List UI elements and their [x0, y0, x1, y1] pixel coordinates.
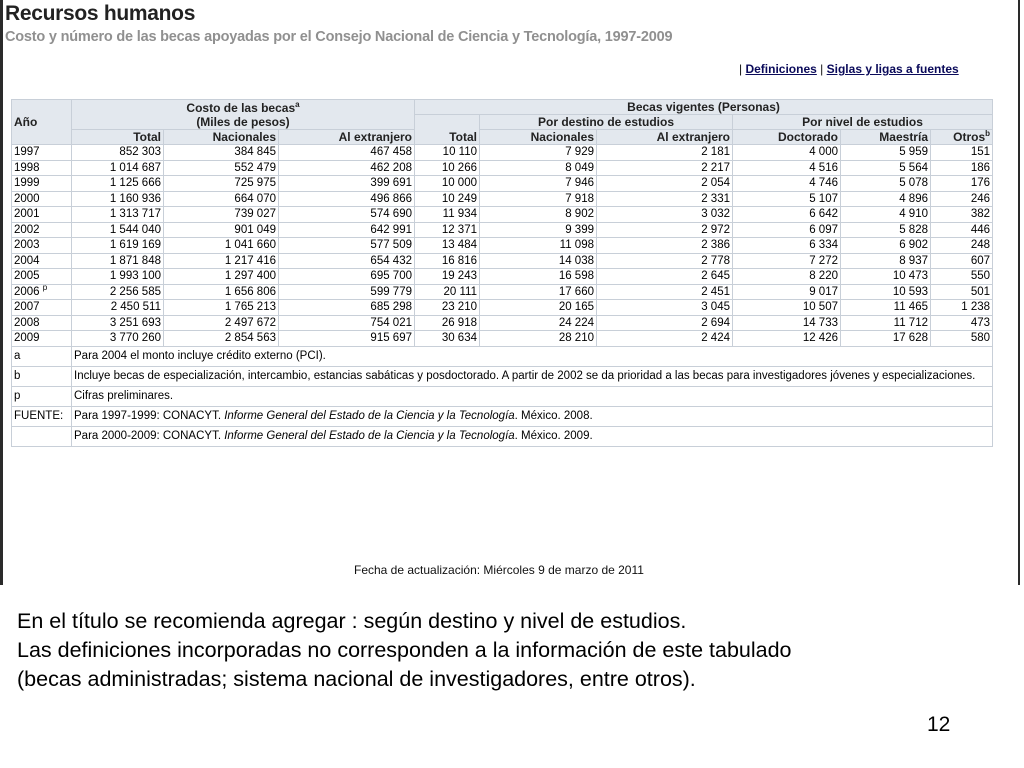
cell-doc: 4 516 — [733, 160, 841, 176]
slide-commentary — [17, 607, 1007, 694]
cell-mae: 4 896 — [841, 191, 931, 207]
cell-c-ext: 654 432 — [279, 253, 415, 269]
cell-otros: 151 — [931, 145, 993, 161]
cell-b-total: 10 000 — [415, 176, 480, 192]
right-border — [1018, 0, 1020, 585]
cell-d-nac: 28 210 — [480, 331, 597, 347]
cell-otros: 176 — [931, 176, 993, 192]
fuente2-italic: Informe General del Estado de la Ciencia y la Tecnología — [224, 429, 515, 442]
table-row — [12, 191, 993, 207]
table-row — [12, 222, 993, 238]
table-notes — [12, 346, 993, 446]
fuente1-italic: Informe General del Estado de la Ciencia y la Tecnología — [224, 409, 515, 422]
header-becas-total: Total — [415, 115, 480, 145]
cell-c-nac: 725 975 — [164, 176, 279, 192]
cell-otros: 186 — [931, 160, 993, 176]
cell-c-total: 1 619 169 — [72, 238, 164, 254]
cell-doc: 4 746 — [733, 176, 841, 192]
cell-c-nac: 664 070 — [164, 191, 279, 207]
table-row — [12, 207, 993, 223]
section-title: Recursos humanos — [5, 2, 196, 25]
table-row — [12, 269, 993, 285]
cell-mae: 10 473 — [841, 269, 931, 285]
header-por-destino: Por destino de estudios — [480, 115, 733, 130]
comment-line-1: En el título se recomienda agregar : según destino y nivel de estudios. — [17, 609, 687, 633]
page-number: 12 — [927, 713, 951, 736]
cell-c-total: 852 303 — [72, 145, 164, 161]
table-row — [12, 145, 993, 161]
cell-d-ext: 2 054 — [597, 176, 733, 192]
fuente-row-1 — [12, 406, 993, 426]
cell-c-total: 1 160 936 — [72, 191, 164, 207]
fuente-key: FUENTE: — [12, 406, 72, 426]
cell-c-nac: 384 845 — [164, 145, 279, 161]
cell-doc: 6 642 — [733, 207, 841, 223]
year-label: 1997 — [14, 146, 40, 158]
note-row-b — [12, 366, 993, 386]
update-date: Fecha de actualización: Miércoles 9 de marzo de 2011 — [354, 563, 644, 577]
cell-doc: 10 507 — [733, 300, 841, 316]
header-costo-extranjero: Al extranjero — [279, 130, 415, 145]
cell-c-nac: 552 479 — [164, 160, 279, 176]
cell-d-ext: 2 386 — [597, 238, 733, 254]
cell-b-total: 11 934 — [415, 207, 480, 223]
cell-c-nac: 2 854 563 — [164, 331, 279, 347]
left-border — [0, 0, 3, 585]
cell-c-nac: 1 656 806 — [164, 284, 279, 300]
cell-year — [12, 284, 72, 300]
header-maestria: Maestría — [841, 130, 931, 145]
year-label: 2002 — [14, 223, 40, 236]
links-separator: | — [820, 62, 824, 76]
cell-c-ext: 642 991 — [279, 222, 415, 238]
cell-year — [12, 315, 72, 331]
cell-otros: 580 — [931, 331, 993, 347]
year-sup: p — [42, 284, 48, 292]
cell-c-nac: 1 297 400 — [164, 269, 279, 285]
cell-c-ext: 496 866 — [279, 191, 415, 207]
cell-c-total: 2 450 511 — [72, 300, 164, 316]
cell-c-total: 1 871 848 — [72, 253, 164, 269]
year-label: 2006 — [14, 285, 40, 298]
year-label: 2005 — [14, 270, 40, 282]
table-row — [12, 284, 993, 300]
cell-c-ext: 467 458 — [279, 145, 415, 161]
cell-doc: 5 107 — [733, 191, 841, 207]
cell-d-nac: 14 038 — [480, 253, 597, 269]
cell-d-nac: 17 660 — [480, 284, 597, 300]
cell-mae: 5 959 — [841, 145, 931, 161]
cell-c-total: 1 014 687 — [72, 160, 164, 176]
fuente2-pre: Para 2000-2009: CONACYT. — [74, 429, 225, 442]
cell-b-total: 16 816 — [415, 253, 480, 269]
note-key-a: a — [12, 346, 72, 366]
cell-d-nac: 7 918 — [480, 191, 597, 207]
header-por-nivel: Por nivel de estudios — [733, 115, 993, 130]
cell-c-ext: 915 697 — [279, 331, 415, 347]
cell-otros: 1 238 — [931, 300, 993, 316]
cell-year — [12, 176, 72, 192]
header-destino-nacionales: Nacionales — [480, 130, 597, 145]
cell-d-nac: 20 165 — [480, 300, 597, 316]
cell-mae: 6 902 — [841, 238, 931, 254]
cell-year — [12, 207, 72, 223]
fuente-key-empty — [12, 426, 72, 446]
cell-d-ext: 2 424 — [597, 331, 733, 347]
cell-c-nac: 1 041 660 — [164, 238, 279, 254]
links-bar — [739, 62, 959, 76]
cell-b-total: 10 110 — [415, 145, 480, 161]
section-subtitle: Costo y número de las becas apoyadas por el Consejo Nacional de Ciencia y Tecnología, 1997-2009 — [5, 29, 673, 45]
cell-c-ext: 462 208 — [279, 160, 415, 176]
cell-b-total: 23 210 — [415, 300, 480, 316]
year-label: 2003 — [14, 239, 40, 251]
table-row — [12, 176, 993, 192]
cell-b-total: 19 243 — [415, 269, 480, 285]
note-text-a: Para 2004 el monto incluye crédito externo (PCI). — [72, 346, 993, 366]
cell-mae: 5 564 — [841, 160, 931, 176]
cell-b-total: 30 634 — [415, 331, 480, 347]
cell-c-ext: 685 298 — [279, 300, 415, 316]
cell-doc: 14 733 — [733, 315, 841, 331]
cell-d-ext: 2 217 — [597, 160, 733, 176]
cell-otros: 248 — [931, 238, 993, 254]
cell-b-total: 13 484 — [415, 238, 480, 254]
cell-d-nac: 16 598 — [480, 269, 597, 285]
cell-mae: 10 593 — [841, 284, 931, 300]
cell-doc: 12 426 — [733, 331, 841, 347]
cell-mae: 8 937 — [841, 253, 931, 269]
cell-otros: 473 — [931, 315, 993, 331]
year-label: 1999 — [14, 177, 40, 189]
cell-year — [12, 191, 72, 207]
header-otros-sup: b — [985, 129, 991, 138]
cell-c-nac: 901 049 — [164, 222, 279, 238]
cell-doc: 6 097 — [733, 222, 841, 238]
cell-c-total: 3 251 693 — [72, 315, 164, 331]
note-text-p: Cifras preliminares. — [72, 386, 993, 406]
note-key-b: b — [12, 366, 72, 386]
cell-otros: 501 — [931, 284, 993, 300]
note-row-p — [12, 386, 993, 406]
comment-line-3: (becas administradas; sistema nacional de investigadores, entre otros). — [17, 667, 696, 691]
cell-c-total: 1 313 717 — [72, 207, 164, 223]
cell-c-total: 3 770 260 — [72, 331, 164, 347]
cell-mae: 11 712 — [841, 315, 931, 331]
fuente-text-1 — [72, 406, 993, 426]
links-separator: | — [739, 62, 743, 76]
note-key-p: p — [12, 386, 72, 406]
cell-year — [12, 222, 72, 238]
cell-d-nac: 9 399 — [480, 222, 597, 238]
note-text-b: Incluye becas de especialización, intercambio, estancias sabáticas y posdoctorado. A partir de 2002 se da prioridad a las becas para investigadores jóvenes y especializaciones. — [72, 366, 993, 386]
header-destino-extranjero: Al extranjero — [597, 130, 733, 145]
cell-c-total: 1 544 040 — [72, 222, 164, 238]
becas-table — [11, 99, 993, 447]
cell-year — [12, 300, 72, 316]
header-becas-vigentes: Becas vigentes (Personas) — [415, 100, 993, 115]
table-row — [12, 160, 993, 176]
year-label: 2009 — [14, 332, 40, 344]
table-row — [12, 331, 993, 347]
table-row — [12, 300, 993, 316]
year-label: 2004 — [14, 254, 40, 267]
header-costo-line1: Costo de las becas — [186, 100, 296, 115]
cell-doc: 4 000 — [733, 145, 841, 161]
cell-mae: 17 628 — [841, 331, 931, 347]
cell-b-total: 20 111 — [415, 284, 480, 300]
table-row — [12, 315, 993, 331]
fuente2-post: . México. 2009. — [514, 429, 593, 442]
cell-b-total: 10 249 — [415, 191, 480, 207]
header-costo — [72, 100, 415, 130]
cell-d-ext: 2 645 — [597, 269, 733, 285]
cell-c-ext: 754 021 — [279, 315, 415, 331]
cell-c-ext: 599 779 — [279, 284, 415, 300]
cell-b-total: 10 266 — [415, 160, 480, 176]
cell-c-nac: 1 765 213 — [164, 300, 279, 316]
year-label: 2007 — [14, 301, 40, 313]
header-costo-nacionales: Nacionales — [164, 130, 279, 145]
note-row-a — [12, 346, 993, 366]
cell-mae: 5 078 — [841, 176, 931, 192]
cell-year — [12, 238, 72, 254]
cell-c-nac: 2 497 672 — [164, 315, 279, 331]
fuente-text-2 — [72, 426, 993, 446]
cell-mae: 11 465 — [841, 300, 931, 316]
cell-c-total: 1 125 666 — [72, 176, 164, 192]
cell-d-nac: 7 929 — [480, 145, 597, 161]
header-costo-total: Total — [72, 130, 164, 145]
cell-d-ext: 2 972 — [597, 222, 733, 238]
cell-d-nac: 24 224 — [480, 315, 597, 331]
cell-b-total: 12 371 — [415, 222, 480, 238]
cell-d-ext: 2 778 — [597, 253, 733, 269]
cell-d-ext: 2 694 — [597, 315, 733, 331]
cell-d-nac: 8 049 — [480, 160, 597, 176]
header-otros — [931, 130, 993, 145]
year-label: 2000 — [14, 192, 40, 205]
cell-c-ext: 574 690 — [279, 207, 415, 223]
cell-year — [12, 269, 72, 285]
header-otros-label: Otros — [953, 130, 986, 144]
header-costo-line2: (Miles de pesos) — [196, 114, 290, 129]
header-anio: Año — [12, 100, 72, 145]
table-row — [12, 238, 993, 254]
cell-otros: 607 — [931, 253, 993, 269]
fuente1-pre: Para 1997-1999: CONACYT. — [74, 409, 225, 422]
cell-year — [12, 253, 72, 269]
cell-c-total: 1 993 100 — [72, 269, 164, 285]
fuente1-post: . México. 2008. — [514, 409, 593, 422]
cell-doc: 9 017 — [733, 284, 841, 300]
cell-b-total: 26 918 — [415, 315, 480, 331]
comment-line-2: Las definiciones incorporadas no corresponden a la información de este tabulado — [17, 638, 792, 662]
year-label: 2001 — [14, 208, 40, 220]
cell-d-ext: 2 451 — [597, 284, 733, 300]
cell-otros: 246 — [931, 191, 993, 207]
fuente-row-2 — [12, 426, 993, 446]
cell-otros: 550 — [931, 269, 993, 285]
cell-d-ext: 3 045 — [597, 300, 733, 316]
cell-year — [12, 331, 72, 347]
cell-c-nac: 739 027 — [164, 207, 279, 223]
cell-doc: 8 220 — [733, 269, 841, 285]
cell-mae: 4 910 — [841, 207, 931, 223]
cell-d-ext: 2 331 — [597, 191, 733, 207]
cell-d-nac: 11 098 — [480, 238, 597, 254]
year-label: 1998 — [14, 161, 40, 174]
cell-mae: 5 828 — [841, 222, 931, 238]
cell-d-ext: 2 181 — [597, 145, 733, 161]
header-doctorado: Doctorado — [733, 130, 841, 145]
definiciones-link[interactable]: Definiciones — [745, 62, 817, 76]
header-costo-sup: a — [295, 99, 300, 109]
siglas-link[interactable]: Siglas y ligas a fuentes — [826, 62, 959, 76]
cell-otros: 446 — [931, 222, 993, 238]
cell-c-ext: 695 700 — [279, 269, 415, 285]
cell-d-nac: 8 902 — [480, 207, 597, 223]
cell-c-nac: 1 217 416 — [164, 253, 279, 269]
cell-year — [12, 145, 72, 161]
cell-c-ext: 399 691 — [279, 176, 415, 192]
table-row — [12, 253, 993, 269]
cell-c-total: 2 256 585 — [72, 284, 164, 300]
cell-doc: 6 334 — [733, 238, 841, 254]
cell-otros: 382 — [931, 207, 993, 223]
cell-d-ext: 3 032 — [597, 207, 733, 223]
table-body — [12, 145, 993, 347]
cell-c-ext: 577 509 — [279, 238, 415, 254]
cell-doc: 7 272 — [733, 253, 841, 269]
cell-d-nac: 7 946 — [480, 176, 597, 192]
cell-year — [12, 160, 72, 176]
year-label: 2008 — [14, 316, 40, 329]
